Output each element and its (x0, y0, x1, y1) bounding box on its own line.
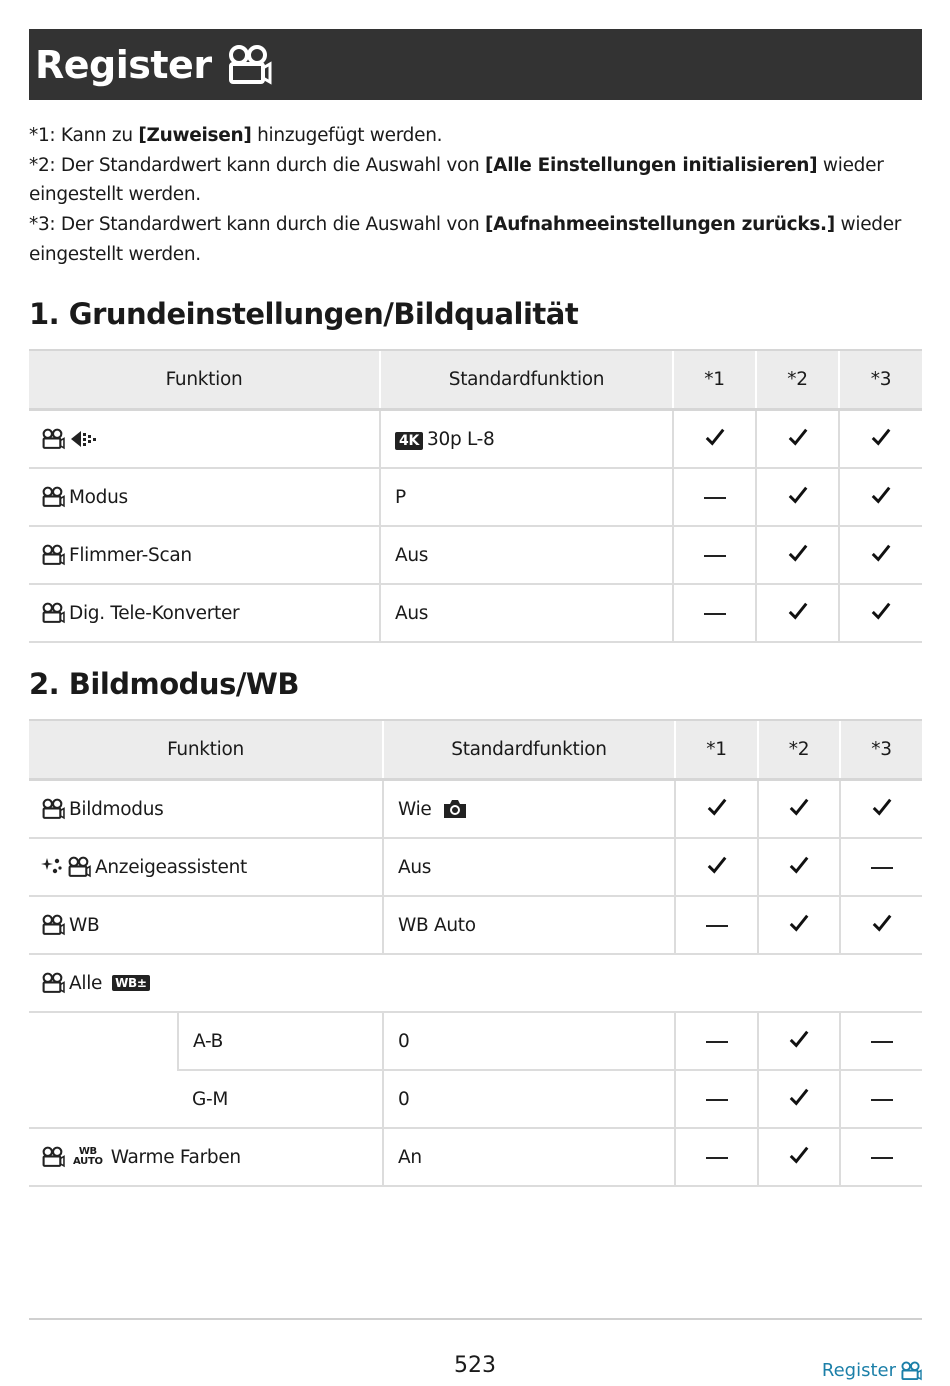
check-icon (788, 854, 810, 876)
table-row: Alle WB± (29, 954, 922, 1012)
movie-icon (41, 1146, 65, 1168)
note-2: *2: Der Standardwert kann durch die Auswahl von [Alle Einstellungen initialisieren] wieder eingestellt werden. (29, 154, 884, 206)
check-icon (706, 854, 728, 876)
image-quality-icon (69, 429, 99, 449)
check-icon (788, 1086, 810, 1108)
movie-icon (41, 544, 65, 566)
col-header: *2 (756, 350, 839, 410)
camera-icon (442, 798, 468, 820)
check-icon (787, 600, 809, 622)
table-row: 4K 30p L-8 (29, 410, 922, 469)
dash-mark (871, 1157, 893, 1159)
register-link[interactable]: Register (822, 1360, 922, 1381)
sparkle-icon (41, 856, 63, 878)
page-title-bar (29, 29, 922, 100)
dash-mark (704, 613, 726, 615)
col-header: *3 (839, 350, 922, 410)
check-icon (871, 796, 893, 818)
dash-mark (871, 1099, 893, 1101)
table-row: WB AUTO Warme Farben An (29, 1128, 922, 1186)
section-1-heading: 1. Grundeinstellungen/Bildqualität (29, 297, 579, 331)
table-row: Dig. Tele-Konverter Aus (29, 584, 922, 642)
page-title: Register (35, 42, 212, 87)
table-row: Modus P (29, 468, 922, 526)
table-row: A-B 0 (29, 1012, 922, 1070)
footer-divider (29, 1318, 922, 1320)
footnotes (29, 121, 922, 270)
section-2-heading: 2. Bildmodus/WB (29, 667, 300, 701)
dash-mark (704, 555, 726, 557)
dash-mark (706, 1099, 728, 1101)
col-header: Standardfunktion (380, 350, 673, 410)
check-icon (788, 912, 810, 934)
col-header: Funktion (29, 720, 383, 780)
check-icon (788, 1144, 810, 1166)
movie-icon (41, 428, 65, 450)
movie-icon (41, 914, 65, 936)
col-header: *1 (673, 350, 756, 410)
note-3: *3: Der Standardwert kann durch die Auswahl von [Aufnahmeeinstellungen zurücks.] wieder eingestellt werden. (29, 214, 902, 265)
movie-icon (41, 798, 65, 820)
4k-badge: 4K (395, 432, 423, 450)
movie-icon (226, 44, 272, 86)
table-row: Flimmer-Scan Aus (29, 526, 922, 584)
section-2-table (29, 719, 922, 1187)
table-row: WB WB Auto (29, 896, 922, 954)
note-1: *1: Kann zu [Zuweisen] hinzugefügt werden. (29, 125, 443, 146)
check-icon (870, 426, 892, 448)
empty-cell (29, 1012, 178, 1128)
movie-icon (41, 602, 65, 624)
check-icon (704, 426, 726, 448)
col-header: *1 (675, 720, 758, 780)
dash-mark (704, 497, 726, 499)
movie-icon (900, 1361, 922, 1381)
wb-compensation-badge: WB± (112, 975, 150, 991)
movie-icon (41, 486, 65, 508)
page-number: 523 (454, 1353, 496, 1378)
col-header: Standardfunktion (383, 720, 675, 780)
dash-mark (706, 925, 728, 927)
check-icon (787, 542, 809, 564)
dash-mark (706, 1041, 728, 1043)
col-header: *2 (758, 720, 840, 780)
table-row: G-M 0 (29, 1070, 922, 1128)
table-row: Bildmodus Wie (29, 780, 922, 839)
dash-mark (871, 867, 893, 869)
movie-icon (67, 856, 91, 878)
movie-icon (41, 972, 65, 994)
col-header: *3 (840, 720, 922, 780)
check-icon (871, 912, 893, 934)
section-1-table (29, 349, 922, 643)
check-icon (870, 484, 892, 506)
check-icon (706, 796, 728, 818)
dash-mark (871, 1041, 893, 1043)
check-icon (787, 426, 809, 448)
check-icon (788, 796, 810, 818)
table-row: Anzeigeassistent Aus (29, 838, 922, 896)
table-header-row (29, 350, 922, 410)
table-header-row (29, 720, 922, 780)
dash-mark (706, 1157, 728, 1159)
check-icon (787, 484, 809, 506)
col-header: Funktion (29, 350, 380, 410)
check-icon (788, 1028, 810, 1050)
check-icon (870, 600, 892, 622)
check-icon (870, 542, 892, 564)
wb-auto-icon: WB AUTO (73, 1146, 103, 1167)
